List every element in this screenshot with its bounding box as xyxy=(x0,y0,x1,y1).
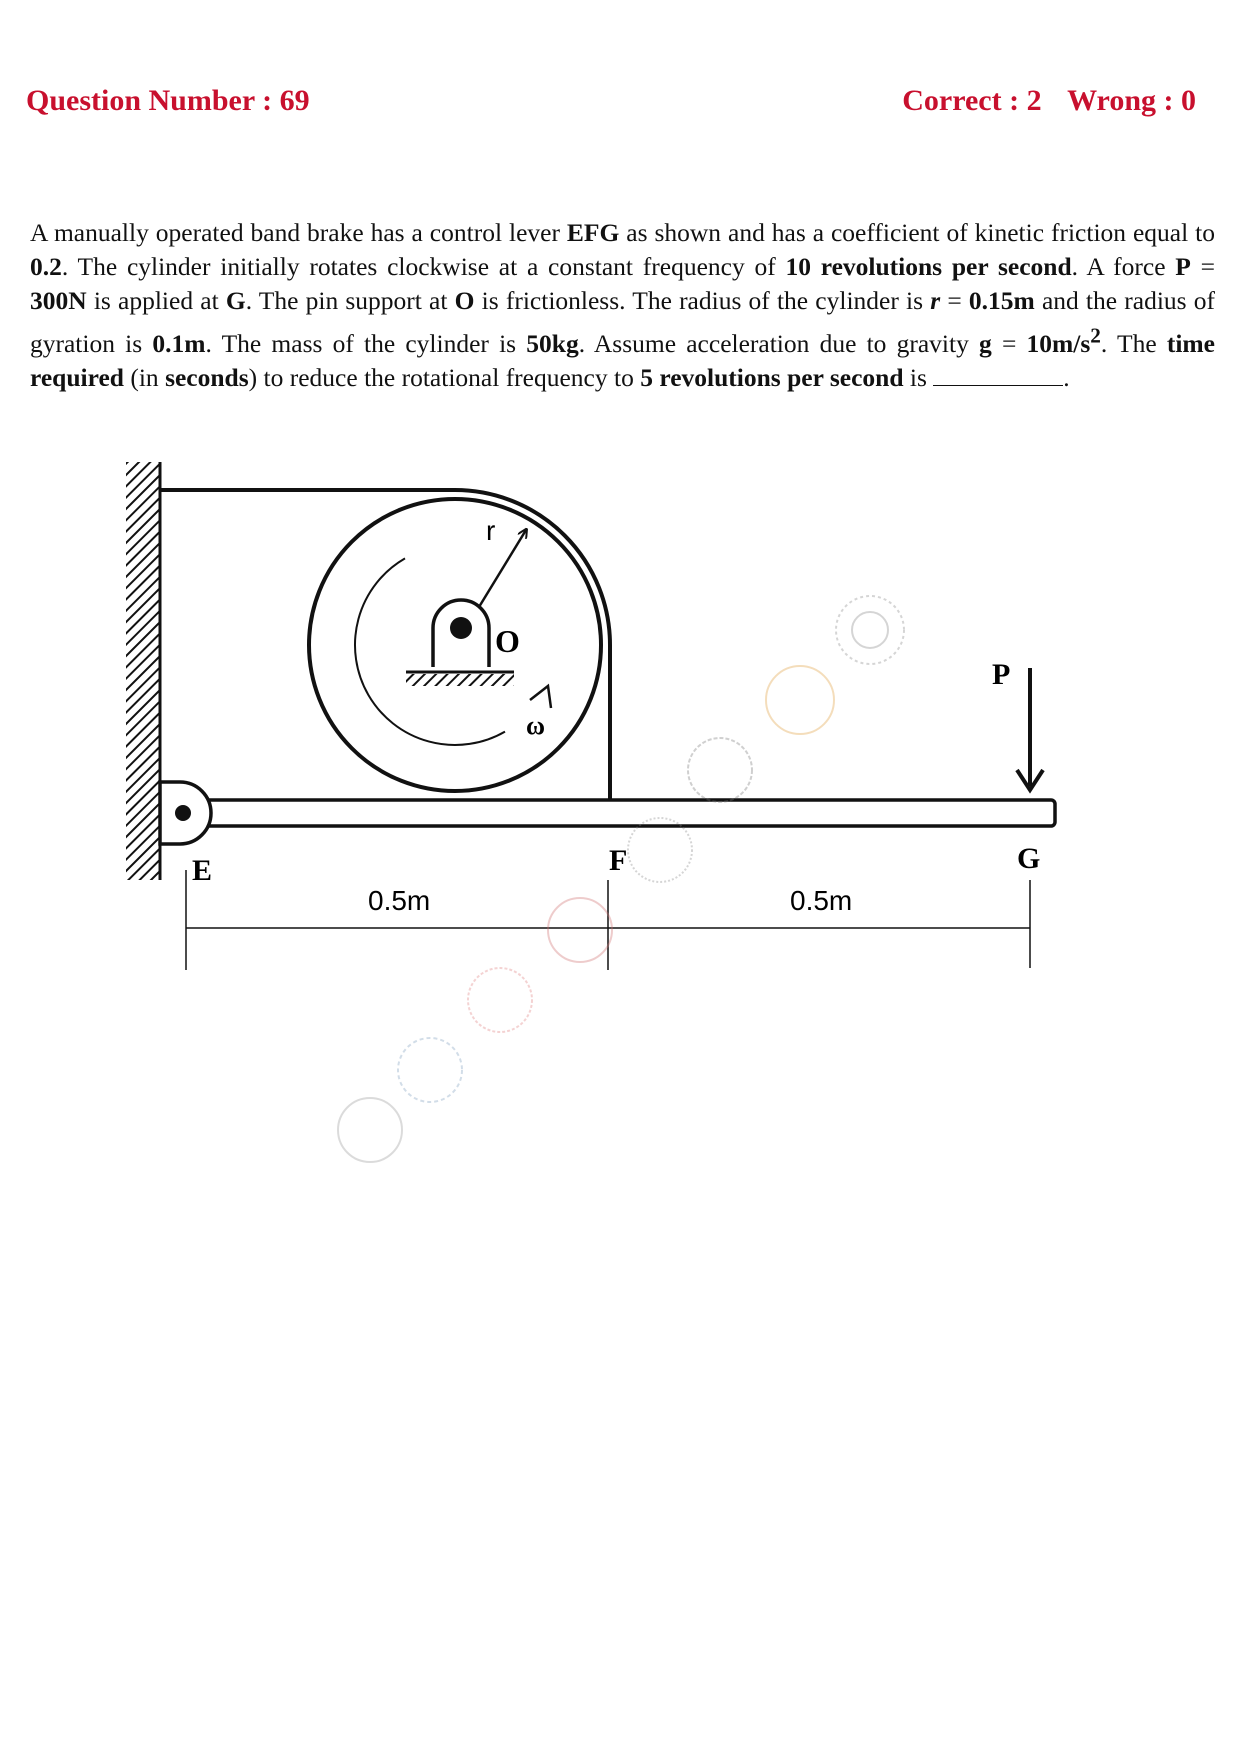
seal-1-inner xyxy=(852,612,888,648)
correct-count: Correct : 2 xyxy=(902,84,1042,117)
question-number: Question Number : 69 xyxy=(26,84,310,117)
lever-efg xyxy=(180,800,1055,826)
question-segment: P xyxy=(1175,252,1191,281)
question-segment: 50kg xyxy=(526,328,579,358)
dim-ef-label: 0.5m xyxy=(368,885,431,916)
rotation-arc xyxy=(318,558,505,781)
pin-ground-hatch xyxy=(406,674,514,686)
hinge-pin xyxy=(175,805,191,821)
pivot-label: O xyxy=(495,623,520,659)
question-segment: . The xyxy=(1100,328,1167,358)
seal-5 xyxy=(548,898,612,962)
point-g-label: G xyxy=(1017,842,1041,875)
seal-7 xyxy=(398,1038,462,1102)
pin-center xyxy=(450,617,472,639)
seal-1 xyxy=(836,596,904,664)
question-segment: 5 revolutions per second xyxy=(640,362,904,392)
question-segment: g xyxy=(979,328,992,358)
question-segment: r xyxy=(930,286,941,315)
question-segment: (in xyxy=(123,362,166,392)
omega-label: ω xyxy=(526,711,546,740)
question-segment: . The mass of the cylinder is xyxy=(205,328,527,358)
question-segment: 0.2 xyxy=(30,252,62,281)
question-segment: A manually operated band brake has a control lever xyxy=(30,218,567,247)
question-segment: = xyxy=(1190,252,1215,281)
question-segment: and the radius of gyration is xyxy=(30,286,1216,358)
question-segment: G xyxy=(225,286,246,315)
question-end: . xyxy=(1063,362,1070,392)
question-segment: seconds xyxy=(165,362,249,392)
question-segment: is xyxy=(903,362,934,392)
question-segment: is applied at xyxy=(86,286,226,315)
point-f-label: F xyxy=(609,844,628,877)
question-segment: . The pin support at xyxy=(245,286,455,315)
question-segment: 10 revolutions per second xyxy=(785,252,1072,281)
question-segment: O xyxy=(454,286,475,315)
question-segment: 0.1m xyxy=(152,328,206,358)
question-segment: ) to reduce the rotational frequency to xyxy=(248,362,641,392)
question-segment: = xyxy=(940,286,969,315)
seal-3 xyxy=(688,738,752,802)
question-segment: 2 xyxy=(1090,323,1101,347)
seal-2 xyxy=(766,666,834,734)
omega-arrowhead xyxy=(530,686,551,708)
question-segment: as shown and has a coefficient of kinetic friction equal to xyxy=(619,218,1215,247)
question-segment: 0.15m xyxy=(968,286,1035,315)
question-segment: is frictionless. The radius of the cylinder is xyxy=(474,286,931,315)
question-segment: time required xyxy=(30,328,1215,392)
dim-fg-label: 0.5m xyxy=(790,885,853,916)
question-segment: . The cylinder initially rotates clockwise at a constant frequency of xyxy=(61,252,786,281)
wrong-count: Wrong : 0 xyxy=(1067,84,1196,117)
point-e-label: E xyxy=(192,854,213,887)
force-p-label: P xyxy=(992,658,1011,691)
wall-hatching xyxy=(126,462,160,880)
question-segment: . Assume acceleration due to gravity xyxy=(578,328,980,358)
radius-label: r xyxy=(486,515,496,546)
question-segment: 300N xyxy=(30,286,87,315)
question-segment: = xyxy=(991,328,1027,358)
question-segment: . A force xyxy=(1071,252,1176,281)
question-segment: EFG xyxy=(566,218,620,247)
seal-8 xyxy=(338,1098,402,1162)
seal-6 xyxy=(468,968,532,1032)
question-segment: 10m/s xyxy=(1026,328,1091,358)
brake-band xyxy=(160,490,610,800)
